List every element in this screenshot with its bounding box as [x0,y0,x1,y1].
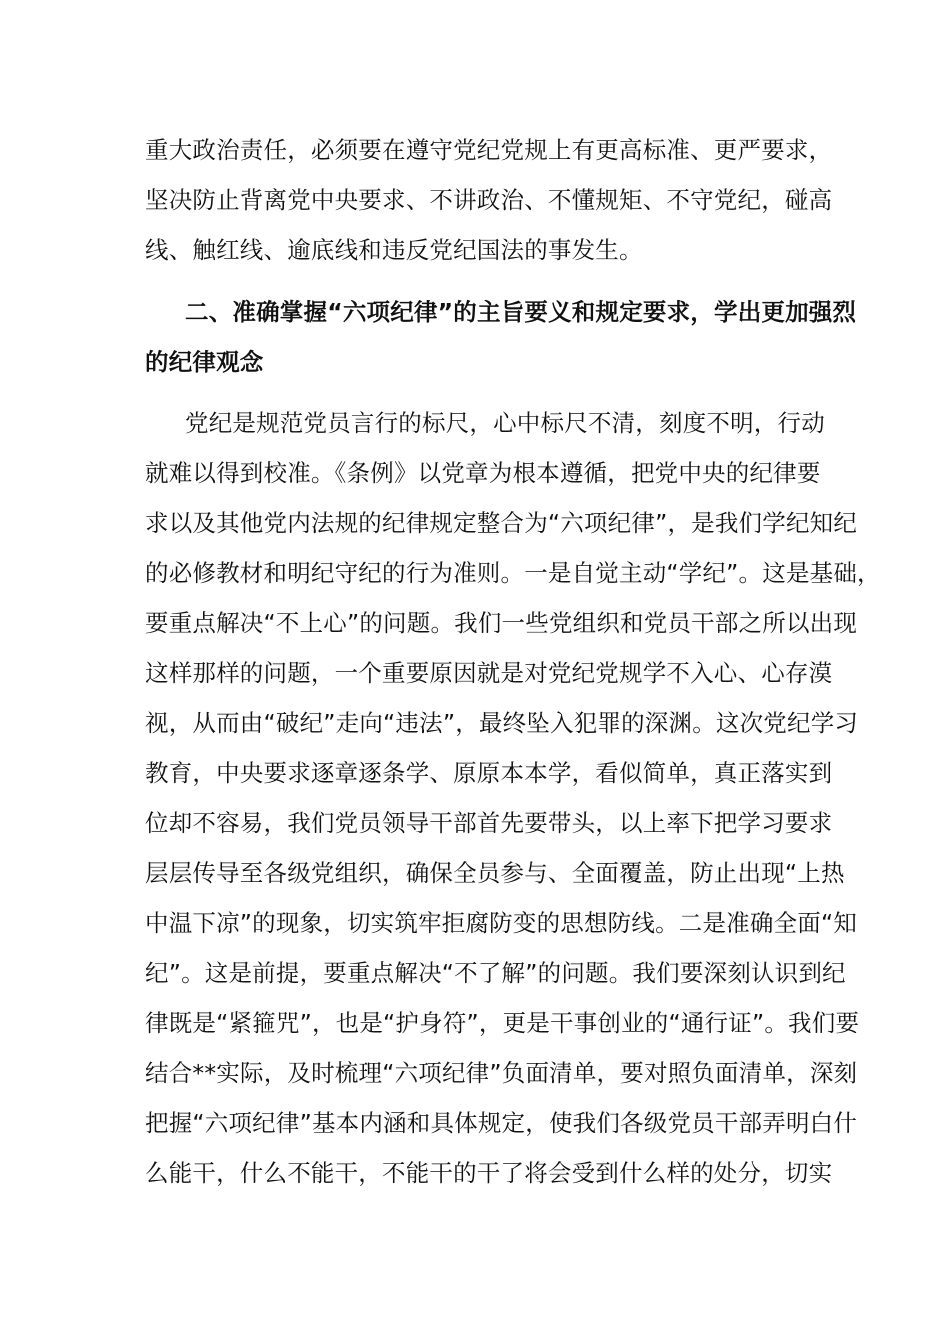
paragraph-line: 把握“六项纪律”基本内涵和具体规定，使我们各级党员干部弄明白什 [145,1109,858,1137]
paragraph-line: 纪”。这是前提，要重点解决“不了解”的问题。我们要深刻认识到纪 [145,959,846,987]
paragraph-line: 的必修教材和明纪守纪的行为准则。一是自觉主动“学纪”。这是基础， [145,559,881,587]
paragraph-line: 律既是“紧箍咒”，也是“护身符”，更是干事创业的“通行证”。我们要 [145,1009,860,1037]
paragraph-line: 要重点解决“不上心”的问题。我们一些党组织和党员干部之所以出现 [145,609,858,637]
paragraph-line: 结合**实际，及时梳理“六项纪律”负面清单，要对照负面清单，深刻 [145,1059,858,1087]
paragraph-line: 这样那样的问题，一个重要原因就是对党纪党规学不入心、心存漠 [145,659,833,687]
paragraph-line: 重大政治责任，必须要在遵守党纪党规上有更高标准、更严要求， [145,136,833,164]
paragraph-line: 层层传导至各级党组织，确保全员参与、全面覆盖，防止出现“上热 [145,859,845,887]
paragraph-line: 求以及其他党内法规的纪律规定整合为“六项纪律”，是我们学纪知纪 [145,509,858,537]
paragraph-line: 线、触红线、逾底线和违反党纪国法的事发生。 [145,236,643,264]
paragraph-line: 坚决防止背离党中央要求、不讲政治、不懂规矩、不守党纪，碰高 [145,186,833,214]
section-heading-line: 的纪律观念 [145,348,264,376]
paragraph-line: 党纪是规范党员言行的标尺，心中标尺不清，刻度不明，行动 [185,409,825,437]
paragraph-line: 么能干，什么不能干，不能干的干了将会受到什么样的处分，切实 [145,1159,833,1187]
section-heading-line: 二、准确掌握“六项纪律”的主旨要义和规定要求，学出更加强烈 [185,298,857,326]
paragraph-line: 视，从而由“破纪”走向“违法”，最终坠入犯罪的深渊。这次党纪学习 [145,709,859,737]
paragraph-line: 位却不容易，我们党员领导干部首先要带头，以上率下把学习要求 [145,809,833,837]
paragraph-line: 中温下凉”的现象，切实筑牢拒腐防变的思想防线。二是准确全面“知 [145,909,858,937]
paragraph-line: 就难以得到校准。《条例》以党章为根本遵循，把党中央的纪律要 [145,459,821,487]
paragraph-line: 教育，中央要求逐章逐条学、原原本本学，看似简单，真正落实到 [145,759,833,787]
